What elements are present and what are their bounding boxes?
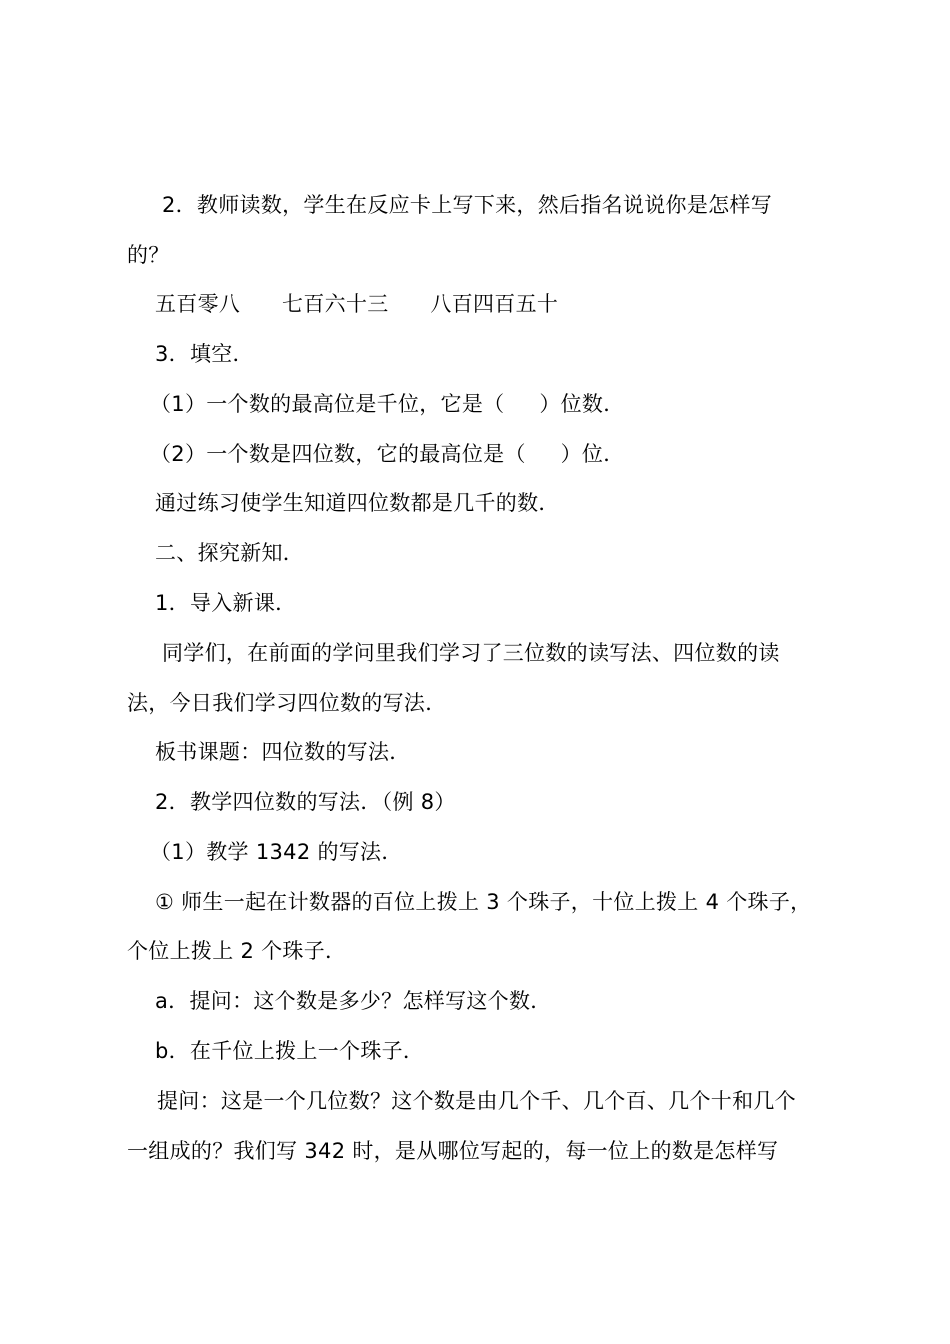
text-line: 五百零八 七百六十三 八百四百五十 — [155, 292, 559, 316]
section-heading: 二、探究新知． — [155, 541, 305, 565]
text-line: 法，今日我们学习四位数的写法． — [127, 691, 447, 715]
text-line: 提问：这是一个几位数？这个数是由几个千、几个百、几个十和几个 — [150, 1089, 796, 1113]
text-line: 通过练习使学生知道四位数都是几千的数． — [155, 491, 560, 515]
text-line: （2）一个数是四位数，它的最高位是（ ）位． — [150, 442, 625, 466]
text-line: 1．导入新课． — [155, 591, 297, 615]
text-line: a．提问：这个数是多少？怎样写这个数． — [155, 989, 552, 1013]
text-line: 2．教学四位数的写法．（例 8） — [155, 790, 456, 814]
text-line: 同学们，在前面的学问里我们学习了三位数的读写法、四位数的读 — [155, 641, 780, 665]
text-line: （1）教学 1342 的写法． — [150, 840, 403, 864]
text-line: 的？ — [127, 243, 170, 267]
text-line: （1）一个数的最高位是千位，它是（ ）位数． — [150, 392, 625, 416]
text-line: 板书课题：四位数的写法． — [155, 740, 411, 764]
text-line: 2．教师读数，学生在反应卡上写下来，然后指名说说你是怎样写 — [155, 193, 773, 217]
text-line: 一组成的？我们写 342 时，是从哪位写起的，每一位上的数是怎样写 — [127, 1139, 779, 1163]
text-line: 3．填空． — [155, 342, 254, 366]
text-line: 个位上拨上 2 个珠子． — [127, 939, 347, 963]
text-line: b．在千位上拨上一个珠子． — [155, 1039, 425, 1063]
text-line: ① 师生一起在计数器的百位上拨上 3 个珠子，十位上拨上 4 个珠子， — [155, 890, 812, 914]
